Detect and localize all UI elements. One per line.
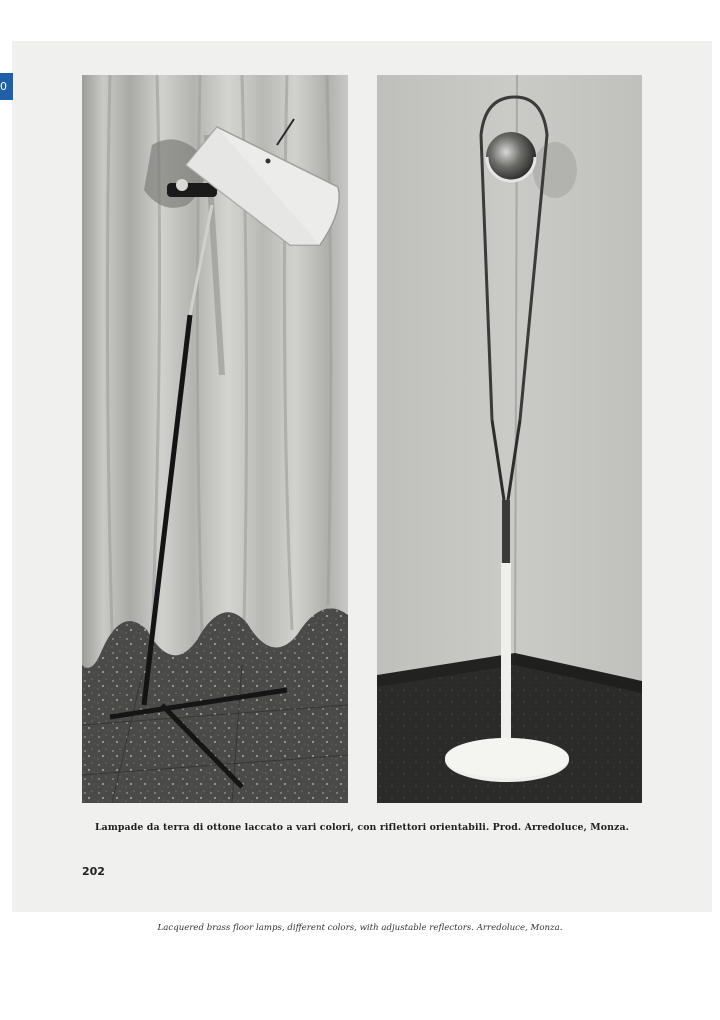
caption-italian: Lampade da terra di ottone laccato a vari colori, con riflettori orientabili. Prod. Arredoluce, Monza. xyxy=(94,822,630,833)
photo-left-floor-lamp xyxy=(82,75,348,803)
caption-english: Lacquered brass floor lamps, different colors, with adjustable reflectors. Arredoluce, Monza. xyxy=(157,923,563,933)
page-number: 202 xyxy=(82,865,105,878)
photo-right-floor-lamp xyxy=(377,75,642,803)
side-tab-marker: 0 xyxy=(0,73,13,100)
